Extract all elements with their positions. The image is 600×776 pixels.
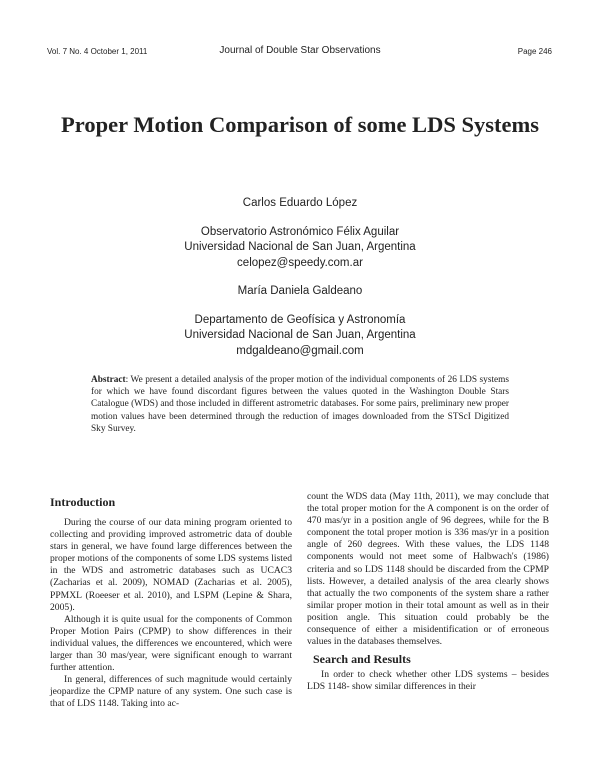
paragraph: During the course of our data mining program oriented to collecting and providing improved astrometric data of double stars in general, we have found large differences between the proper motions of the components of some LDS systems listed in the WDS and astrometric databases such as UCAC3 (Zacharias et al. 2009), NOMAD (Zacharias et al. 2005), PPMXL (Roeeser et al. 2010), and LSPM (Lepine & Shara, 2005). xyxy=(50,517,292,613)
header-page-number: Page 246 xyxy=(517,47,552,56)
author-name: María Daniela Galdeano xyxy=(237,285,363,297)
author-email: celopez@speedy.com.ar xyxy=(237,256,363,269)
author-affiliation: Observatorio Astronómico Félix Aguilar xyxy=(200,225,400,238)
header-journal-name: Journal of Double Star Observations xyxy=(219,45,381,56)
author-affiliation: Universidad Nacional de San Juan, Argentina xyxy=(184,241,416,253)
paragraph: In general, differences of such magnitude would certainly jeopardize the CPMP nature of any system. One such case is that of LDS 1148. Taking into ac- xyxy=(50,674,292,710)
author-affiliation: Universidad Nacional de San Juan, Argentina xyxy=(184,329,416,341)
author-name: Carlos Eduardo López xyxy=(242,197,358,209)
abstract xyxy=(91,374,509,435)
paper-title: Proper Motion Comparison of some LDS Systems xyxy=(61,112,539,137)
right-column xyxy=(307,491,549,693)
abstract-label: Abstract xyxy=(91,375,126,385)
paragraph: Although it is quite usual for the components of Common Proper Motion Pairs (CPMP) to show differences in their individual values, the differences we encountered, which were larger than 30 mas/year, were significant enough to warrant further attention. xyxy=(50,613,292,674)
author-email: mdgaldeano@gmail.com xyxy=(236,344,364,357)
header-volume-date: Vol. 7 No. 4 October 1, 2011 xyxy=(47,47,148,56)
search-results-heading: Search and Results xyxy=(313,652,411,667)
author-affiliation: Departamento de Geofísica y Astronomía xyxy=(194,313,406,326)
introduction-heading: Introduction xyxy=(50,495,116,509)
left-column xyxy=(50,495,292,711)
abstract-text: : We present a detailed analysis of the proper motion of the individual components of 26 LDS systems for which we have found discordant figures between the values quoted in the Washington Double Stars Catalogue (WDS) and those included in different astrometric databases. For some pairs, preliminary new proper motion values have been determined through the reduction of images downloaded from the STScI Digitized Sky Survey. xyxy=(91,375,509,434)
paragraph: count the WDS data (May 11th, 2011), we may conclude that the total proper motion for the A component is on the order of 470 mas/yr in a position angle of 96 degrees, while for the B component the total proper motion is 336 mas/yr in a position angle of 260 degrees. With these values, the LDS 1148 components would not meet some of Halbwach's (1986) criteria and so LDS 1148 should be discarded from the CPMP lists. However, a detailed analysis of the area clearly shows that actually the two components of the system share a rather similar proper motion in their total amount as well as in their position angle. This situation could probably be the consequence of either a misidentification or of erroneous values in the databases themselves. xyxy=(307,491,549,648)
author-block xyxy=(0,196,600,359)
paragraph: In order to check whether other LDS systems – besides LDS 1148- show similar differences in their xyxy=(307,669,549,693)
